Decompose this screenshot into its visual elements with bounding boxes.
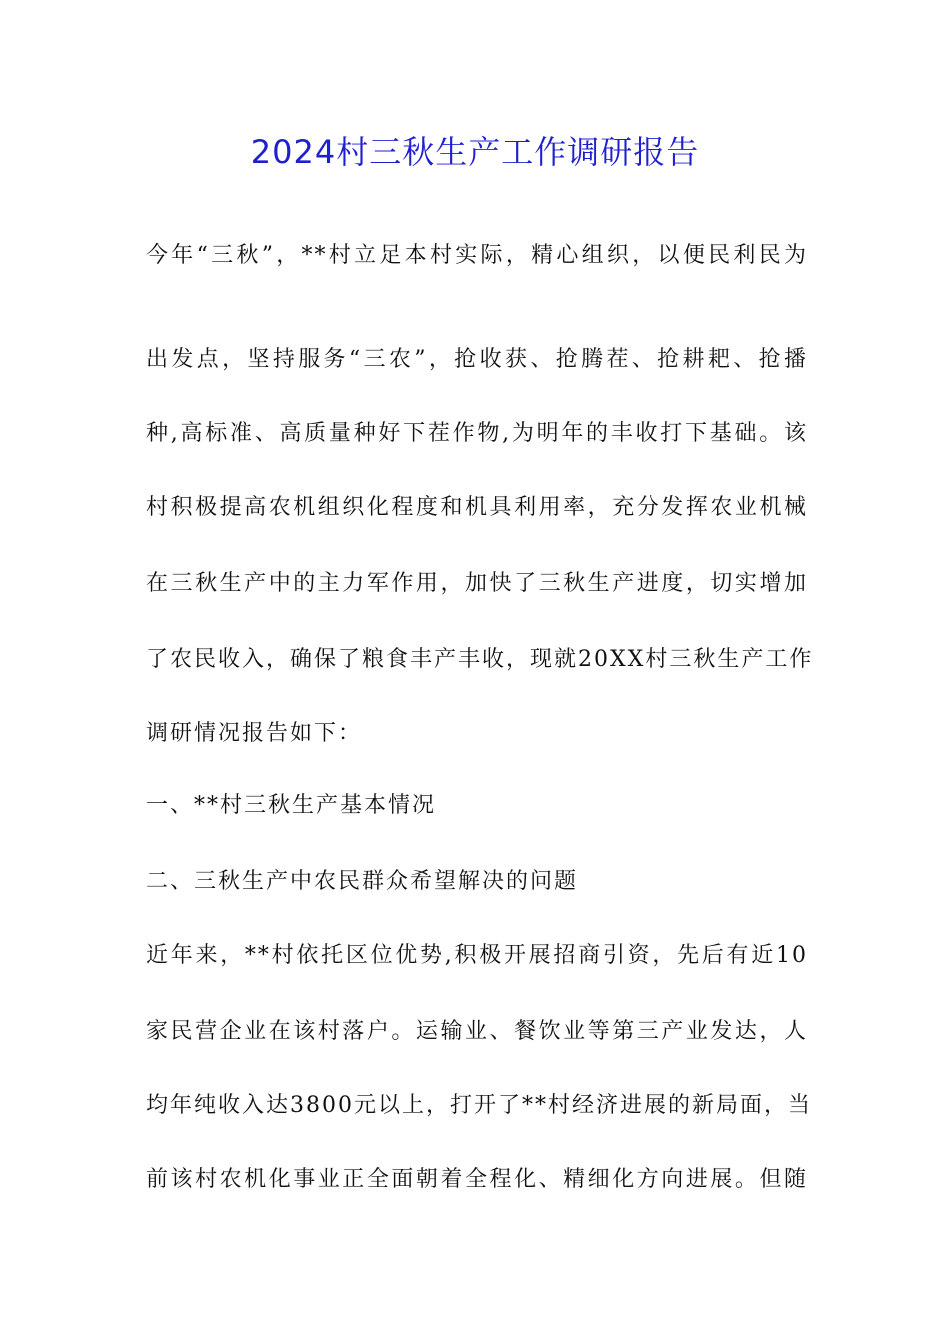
paragraph-line: 均年纯收入达3800元以上，打开了**村经济进展的新局面，当 (146, 1093, 812, 1118)
paragraph-line: 种,高标准、高质量种好下茬作物,为明年的丰收打下基础。该 (146, 421, 808, 446)
paragraph-line: 调研情况报告如下： (146, 721, 363, 746)
paragraph-line: 在三秋生产中的主力军作用，加快了三秋生产进度，切实增加 (146, 571, 808, 596)
paragraph-line: 今年“三秋”，**村立足本村实际，精心组织，以便民利民为 (146, 243, 808, 268)
section-heading: 一、**村三秋生产基本情况 (146, 793, 437, 818)
paragraph-line: 近年来，**村依托区位优势,积极开展招商引资，先后有近10 (146, 943, 808, 968)
paragraph-line: 了农民收入，确保了粮食丰产丰收，现就20XX村三秋生产工作 (146, 647, 814, 672)
section-heading: 二、三秋生产中农民群众希望解决的问题 (146, 869, 579, 894)
paragraph-line: 家民营企业在该村落户。运输业、餐饮业等第三产业发达，人 (146, 1019, 808, 1044)
paragraph-line: 村积极提高农机组织化程度和机具利用率，充分发挥农业机械 (146, 495, 808, 520)
document-title: 2024村三秋生产工作调研报告 (250, 133, 700, 171)
paragraph-line: 前该村农机化事业正全面朝着全程化、精细化方向进展。但随 (146, 1167, 808, 1192)
paragraph-line: 出发点，坚持服务“三农”，抢收获、抢腾茬、抢耕耙、抢播 (146, 347, 808, 372)
